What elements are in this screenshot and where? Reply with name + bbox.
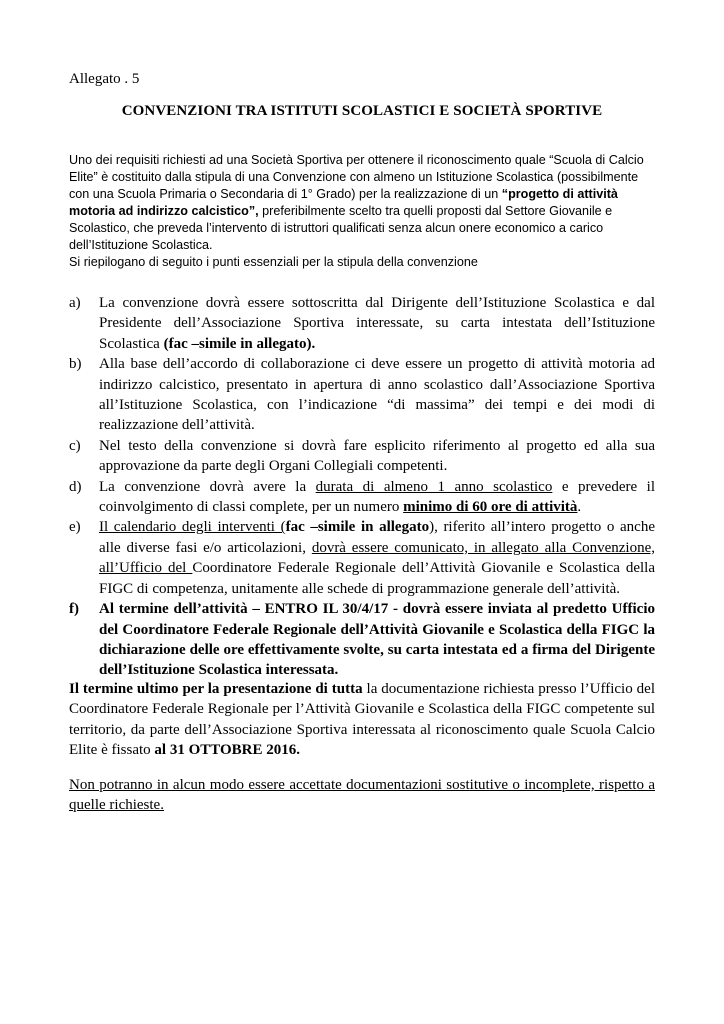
- item-bold-underlined-text: minimo di 60 ore di attività: [403, 499, 578, 516]
- list-marker: e): [69, 519, 81, 536]
- item-text: .: [577, 499, 582, 516]
- attachment-label: Allegato . 5: [69, 71, 140, 87]
- intro-text-part-2: preferibilmente scelto tra quelli proposti dal Settore Giovanile e Scolastico, che preveda l’intervento di istruttori qualificati senza alcun onere economico a carico dell’Istituzione Scolastica.: [69, 204, 613, 252]
- list-item-c: [69, 436, 655, 477]
- list-item-e: [69, 517, 655, 599]
- list-item-d: [69, 477, 655, 518]
- deadline-paragraph: [69, 679, 655, 761]
- intro-text-part-1: Uno dei requisiti richiesti ad una Società Sportiva per ottenere il riconoscimento quale “Scuola di Calcio Elite” è costituito dalla stipula di una Convenzione con almeno un Istituzione Scolastica (possibilmente con una Scuola Primaria o Secondaria di 1° Grado) per la realizzazione di un: [69, 153, 644, 201]
- item-underlined-text: dovrà essere comunicato, in allegato alla Convenzione, all’Ufficio del: [99, 539, 655, 577]
- item-underlined-text: Il calendario degli interventi (: [99, 519, 286, 536]
- item-text: Nel testo della convenzione si dovrà fare esplicito riferimento al progetto ed alla sua approvazione da parte degli Organi Collegiali competenti.: [99, 437, 655, 475]
- intro-section: [69, 152, 659, 271]
- item-text: La convenzione dovrà avere la: [99, 478, 316, 495]
- item-bold-text: fac –simile in allegato: [285, 519, 430, 536]
- item-text: e prevedere il coinvolgimento di classi complete, per un numero: [99, 478, 655, 516]
- intro-summary-line: Si riepilogano di seguito i punti essenziali per la stipula della convenzione: [69, 255, 478, 269]
- intro-paragraph: [69, 152, 659, 254]
- list-marker: b): [69, 356, 82, 373]
- item-text: Alla base dell’accordo di collaborazione ci deve essere un progetto di attività motoria ad indirizzo calcistico, presentato in apertura di anno scolastico dall’Associazione Sportiva all’Istituzione Scolastica, con l’indicazione “di massima” dei tempi e dei modi di realizzazione dell’attività.: [99, 356, 655, 434]
- list-item-f: [69, 599, 655, 681]
- deadline-date: al 31 OTTOBRE 2016.: [154, 742, 300, 759]
- deadline-bold-lead: Il termine ultimo per la presentazione di tutta: [69, 681, 363, 697]
- item-text: Coordinatore Federale Regionale dell’Attività Giovanile e Scolastica della FIGC di competenza, unitamente alle schede di programmazione generale dell’attività.: [99, 560, 656, 597]
- closing-note: Non potranno in alcun modo essere accettate documentazioni sostitutive o incomplete, rispetto a quelle richieste.: [69, 777, 655, 814]
- deadline-text: la documentazione richiesta presso l’Ufficio del Coordinatore Federale Regionale per l’Attività Giovanile e Scolastica della FIGC competente sul territorio, da parte dell’Associazione Sportiva interessata al riconoscimento quale Scuola Calcio Elite è fissato: [69, 681, 655, 759]
- list-marker: c): [69, 437, 81, 454]
- item-underlined-text: durata di almeno 1 anno scolastico: [315, 478, 553, 495]
- list-item-a: [69, 293, 655, 354]
- item-text: ), riferito all’intero progetto o anche alle diverse fasi e/o articolazioni,: [99, 519, 655, 556]
- list-marker: a): [69, 295, 81, 311]
- item-text: La convenzione dovrà essere sottoscritta dal Dirigente dell’Istituzione Scolastica e dal Presidente dell’Associazione Sportiva interessate, su carta intestata dell’Istituzione Scolastica: [99, 295, 655, 352]
- item-bold-text: Al termine dell’attività – ENTRO IL 30/4/17 - dovrà essere inviata al predetto Ufficio del Coordinatore Federale Regionale dell’Attività Giovanile e Scolastica della FIGC la dichiarazione delle ore effettivamente svolte, su carta intestata ed a firma del Dirigente dell’Istituzione Scolastica interessata.: [99, 601, 655, 679]
- document-title: CONVENZIONI TRA ISTITUTI SCOLASTICI E SOCIETÀ SPORTIVE: [121, 103, 603, 119]
- item-bold-text: (fac –simile in allegato).: [163, 335, 316, 352]
- list-item-b: [69, 354, 655, 436]
- requirements-list: [69, 293, 655, 681]
- intro-project-phrase: “progetto di attività motoria ad indirizzo calcistico”,: [69, 187, 618, 218]
- list-marker: f): [69, 601, 79, 618]
- list-marker: d): [69, 478, 82, 495]
